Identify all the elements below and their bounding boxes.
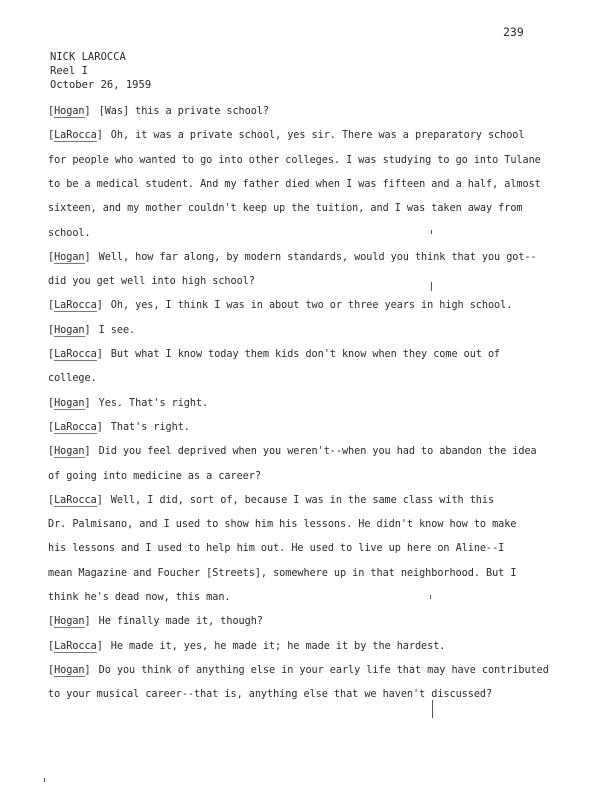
scan-mark bbox=[430, 595, 431, 599]
line-text: Did you feel deprived when you weren't--when you had to abandon the idea bbox=[98, 446, 537, 458]
speaker-tag: [LaRocca] bbox=[48, 349, 103, 360]
speaker-line bbox=[48, 422, 190, 433]
reel-label: Reel I bbox=[50, 65, 88, 77]
line-text: college. bbox=[48, 373, 97, 385]
continuation-line bbox=[48, 519, 516, 530]
line-text: to your musical career--that is, anything else that we haven't discussed? bbox=[48, 689, 493, 701]
speaker-tag: [Hogan] bbox=[48, 664, 91, 676]
line-text: to be a medical student. And my father died when I was fifteen and a half, almost bbox=[48, 178, 541, 190]
speaker-name: Hogan bbox=[54, 616, 85, 628]
continuation-line bbox=[48, 543, 504, 554]
line-text: Yes. That's right. bbox=[98, 397, 209, 409]
speaker-line bbox=[48, 130, 524, 141]
speaker-tag: [LaRocca] bbox=[48, 494, 103, 506]
scan-mark bbox=[431, 230, 432, 234]
line-text: Dr. Palmisano, and I used to show him his lessons. He didn't know how to make bbox=[48, 519, 517, 531]
speaker-name: Hogan bbox=[54, 446, 85, 458]
line-text: think he's dead now, this man. bbox=[48, 592, 231, 603]
line-text: for people who wanted to go into other colleges. I was studying to go into Tulane bbox=[48, 154, 541, 166]
line-text: his lessons and I used to help him out. He used to live up here on Aline--I bbox=[48, 543, 505, 555]
transcript-header bbox=[50, 50, 151, 92]
speaker-line bbox=[48, 446, 537, 457]
speaker-tag: [Hogan] bbox=[48, 616, 91, 628]
speaker-name: LaRocca bbox=[54, 640, 97, 652]
speaker-name: LaRocca bbox=[54, 300, 97, 312]
continuation-line bbox=[48, 203, 523, 214]
speaker-line bbox=[48, 665, 549, 676]
scan-mark bbox=[431, 282, 432, 291]
speaker-line bbox=[48, 641, 445, 652]
speaker-tag: [LaRocca] bbox=[48, 421, 103, 433]
line-text: He made it, yes, he made it; he made it by the hardest. bbox=[110, 640, 446, 652]
speaker-line bbox=[48, 106, 269, 117]
scan-mark bbox=[432, 700, 433, 718]
speaker-name: Hogan bbox=[54, 324, 85, 336]
speaker-line bbox=[48, 252, 537, 263]
continuation-line bbox=[48, 568, 516, 579]
line-text: sixteen, and my mother couldn't keep up the tuition, and I was taken away from bbox=[48, 203, 523, 215]
interview-date: October 26, 1959 bbox=[50, 79, 152, 91]
speaker-tag: [Hogan] bbox=[48, 446, 91, 458]
speaker-name: Hogan bbox=[54, 106, 85, 117]
line-text: That's right. bbox=[110, 421, 190, 433]
interviewee-name: NICK LAROCCA bbox=[50, 51, 126, 63]
speaker-tag: [LaRocca] bbox=[48, 130, 103, 142]
continuation-line bbox=[48, 276, 255, 287]
line-text: Well, how far along, by modern standards, would you think that you got-- bbox=[98, 251, 537, 263]
speaker-name: LaRocca bbox=[54, 130, 97, 142]
speaker-tag: [LaRocca] bbox=[48, 300, 103, 312]
speaker-name: LaRocca bbox=[54, 349, 97, 360]
speaker-tag: [LaRocca] bbox=[48, 640, 103, 652]
page-number: 239 bbox=[503, 25, 524, 39]
line-text: did you get well into high school? bbox=[48, 276, 255, 288]
speaker-tag: [Hogan] bbox=[48, 251, 91, 263]
scan-mark bbox=[44, 778, 45, 782]
speaker-tag: [Hogan] bbox=[48, 324, 91, 336]
speaker-tag: [Hogan] bbox=[48, 397, 91, 409]
line-text: But what I know today them kids don't know when they come out of bbox=[110, 349, 501, 360]
line-text: [Was] this a private school? bbox=[98, 106, 269, 117]
continuation-line bbox=[48, 228, 91, 239]
line-text: mean Magazine and Foucher [Streets], somewhere up in that neighborhood. But I bbox=[48, 567, 517, 579]
line-text: Do you think of anything else in your early life that may have contributed bbox=[98, 664, 549, 676]
speaker-name: Hogan bbox=[54, 251, 85, 263]
line-text: school. bbox=[48, 227, 91, 239]
continuation-line bbox=[48, 689, 492, 700]
speaker-line bbox=[48, 495, 494, 506]
line-text: of going into medicine as a career? bbox=[48, 470, 261, 482]
speaker-name: Hogan bbox=[54, 664, 85, 676]
speaker-tag: [Hogan] bbox=[48, 106, 91, 117]
continuation-line bbox=[48, 592, 231, 603]
speaker-name: LaRocca bbox=[54, 421, 97, 433]
continuation-line bbox=[48, 373, 97, 384]
line-text: He finally made it, though? bbox=[98, 616, 263, 628]
continuation-line bbox=[48, 155, 541, 166]
line-text: I see. bbox=[98, 324, 136, 336]
speaker-name: LaRocca bbox=[54, 494, 97, 506]
line-text: Oh, it was a private school, yes sir. There was a preparatory school bbox=[110, 130, 525, 142]
line-text: Oh, yes, I think I was in about two or three years in high school. bbox=[110, 300, 513, 312]
speaker-name: Hogan bbox=[54, 397, 85, 409]
continuation-line bbox=[48, 471, 261, 482]
line-text: Well, I did, sort of, because I was in the same class with this bbox=[110, 494, 495, 506]
continuation-line bbox=[48, 179, 541, 190]
speaker-line bbox=[48, 616, 263, 627]
speaker-line bbox=[48, 349, 500, 360]
speaker-line bbox=[48, 398, 208, 409]
speaker-line bbox=[48, 300, 512, 311]
speaker-line bbox=[48, 325, 135, 336]
